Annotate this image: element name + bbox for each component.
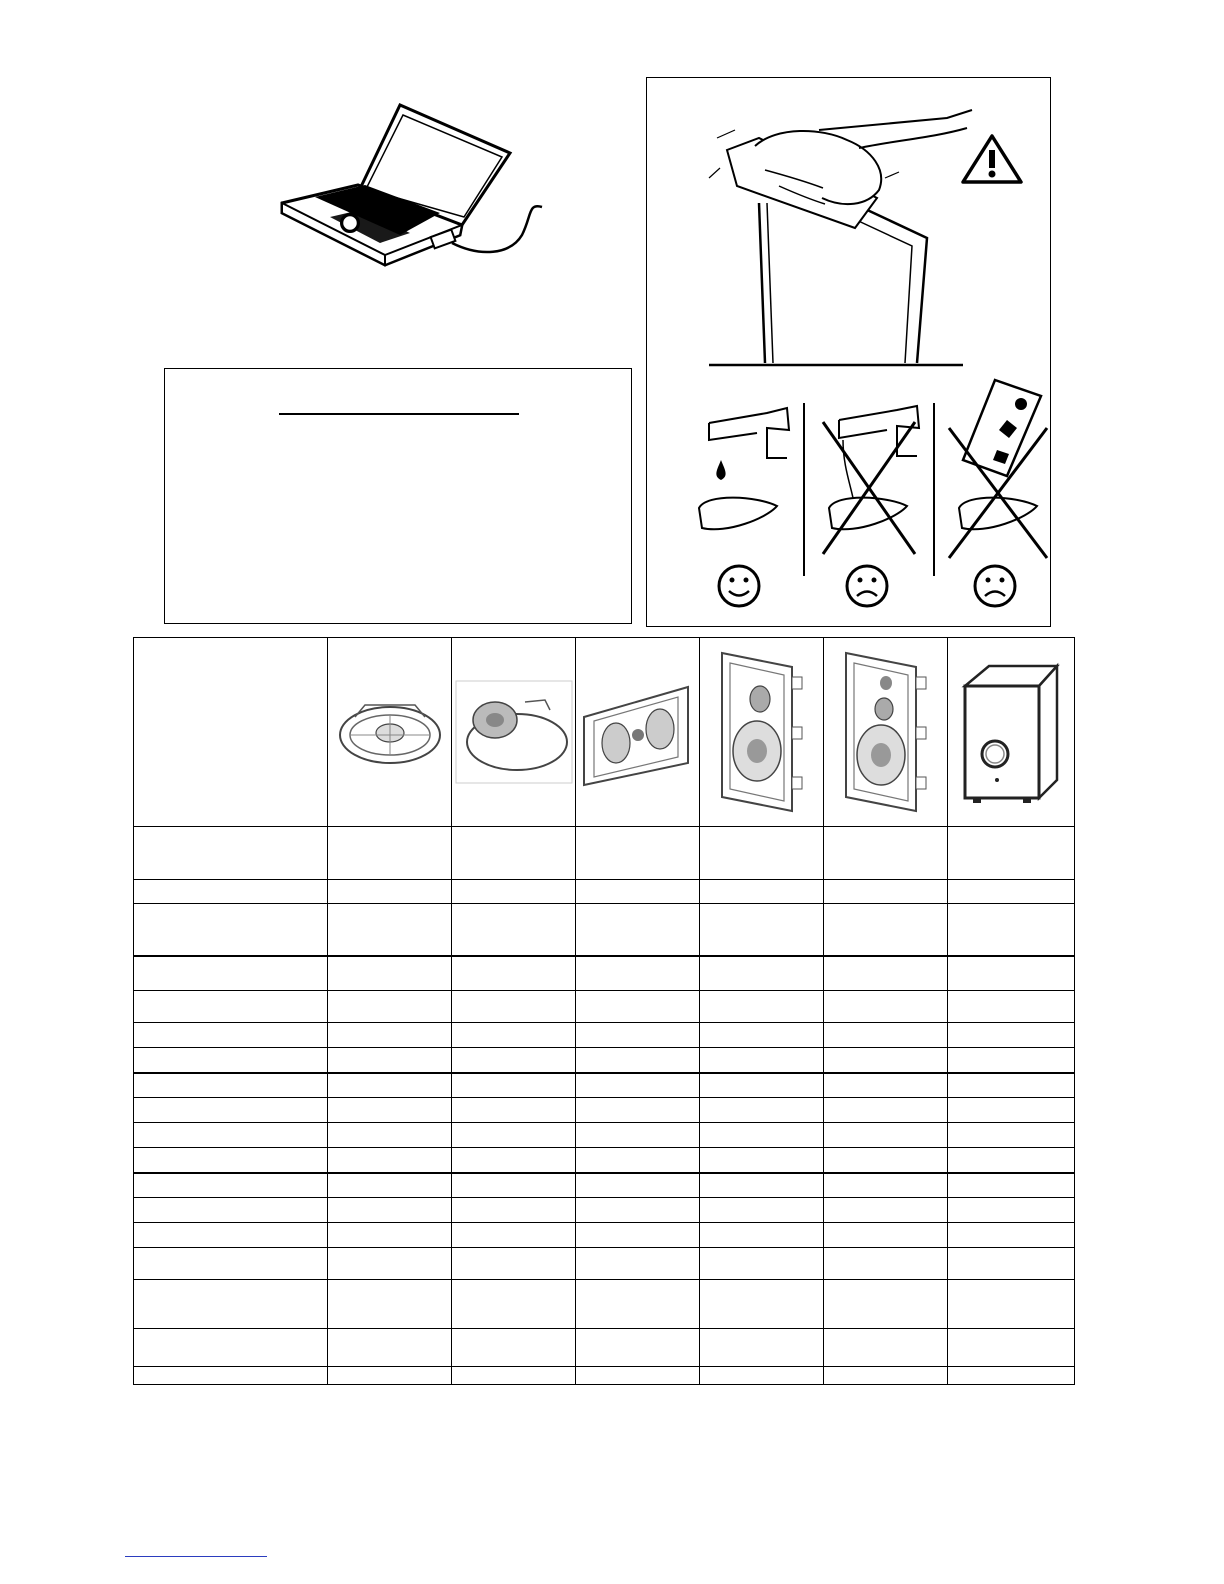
row-label-cell [134,1198,328,1223]
value-cell [576,880,700,904]
table-row [134,1248,1075,1280]
frame-wiping-illustration [709,110,972,365]
value-cell [576,904,700,956]
value-cell [452,991,576,1023]
in-wall-center-speaker-icon [580,677,696,787]
value-cell [452,827,576,880]
table-row [134,1048,1075,1073]
row-label-cell [134,904,328,956]
row-label-cell [134,991,328,1023]
value-cell [328,1329,452,1367]
value-cell [576,1098,700,1123]
value-cell [824,1223,948,1248]
table-row [134,1098,1075,1123]
value-cell [824,991,948,1023]
value-cell [452,1148,576,1173]
value-cell [700,1367,824,1385]
value-cell [328,1098,452,1123]
table-row [134,1280,1075,1329]
value-cell [328,1073,452,1098]
value-cell [328,1123,452,1148]
table-row [134,827,1075,880]
value-cell [576,1329,700,1367]
value-cell [328,1198,452,1223]
footer-link[interactable] [125,1556,267,1557]
value-cell [700,880,824,904]
product-cell [948,638,1075,827]
subwoofer-cabinet-icon [959,660,1063,805]
value-cell [700,1123,824,1148]
value-cell [328,1023,452,1048]
row-label-cell [134,1329,328,1367]
value-cell [576,956,700,991]
value-cell [824,1123,948,1148]
table-row [134,1198,1075,1223]
value-cell [948,1148,1075,1173]
in-wall-speaker-with-tweeter-dome-icon [836,647,936,817]
value-cell [328,880,452,904]
table-row [134,956,1075,991]
value-cell [328,1223,452,1248]
value-cell [824,1173,948,1198]
product-cell [328,638,452,827]
value-cell [328,956,452,991]
value-cell [824,1329,948,1367]
row-label-cell [134,956,328,991]
product-image-row [134,638,1075,827]
option-chemical-cleaners [949,380,1047,558]
table-row [134,1123,1075,1148]
value-cell [452,880,576,904]
option-water-on-cloth [699,408,789,529]
value-cell [452,904,576,956]
value-cell [700,1329,824,1367]
value-cell [824,956,948,991]
value-cell [700,1223,824,1248]
value-cell [948,1123,1075,1148]
row-label-cell [134,1367,328,1385]
value-cell [824,1023,948,1048]
value-cell [948,827,1075,880]
value-cell [700,1248,824,1280]
row-label-cell [134,1073,328,1098]
value-cell [824,1048,948,1073]
value-cell [576,1123,700,1148]
value-cell [328,991,452,1023]
row-label-cell [134,1048,328,1073]
row-label-cell [134,1123,328,1148]
value-cell [824,827,948,880]
header-label-cell [134,638,328,827]
care-illustration [647,78,1052,628]
product-cell [700,638,824,827]
row-label-cell [134,880,328,904]
value-cell [824,880,948,904]
value-cell [700,956,824,991]
value-cell [948,1173,1075,1198]
notice-box [164,368,632,624]
value-cell [576,991,700,1023]
row-label-cell [134,1248,328,1280]
row-label-cell [134,1148,328,1173]
value-cell [824,1280,948,1329]
table-row [134,1148,1075,1173]
value-cell [824,1148,948,1173]
value-cell [948,956,1075,991]
table-row [134,880,1075,904]
table-row [134,1173,1075,1198]
smiley-sad-icon [847,566,887,606]
smiley-happy-icon [719,566,759,606]
value-cell [948,1048,1075,1073]
value-cell [452,1073,576,1098]
value-cell [948,1023,1075,1048]
value-cell [576,827,700,880]
table-row [134,1329,1075,1367]
value-cell [576,1048,700,1073]
value-cell [948,1198,1075,1223]
value-cell [948,1248,1075,1280]
value-cell [452,1223,576,1248]
value-cell [452,1123,576,1148]
row-label-cell [134,827,328,880]
value-cell [452,1248,576,1280]
value-cell [700,1073,824,1098]
value-cell [328,827,452,880]
in-wall-speaker-icon [712,647,812,817]
value-cell [948,1329,1075,1367]
value-cell [576,1248,700,1280]
value-cell [576,1223,700,1248]
value-cell [700,991,824,1023]
round-ceiling-speaker-icon [335,687,445,777]
value-cell [328,1248,452,1280]
value-cell [328,1048,452,1073]
value-cell [576,1198,700,1223]
table-row [134,1367,1075,1385]
value-cell [948,1073,1075,1098]
value-cell [700,1198,824,1223]
row-label-cell [134,1098,328,1123]
value-cell [328,1148,452,1173]
value-cell [328,1280,452,1329]
value-cell [700,827,824,880]
value-cell [576,1073,700,1098]
value-cell [700,904,824,956]
value-cell [948,1367,1075,1385]
care-instructions-panel [646,77,1051,627]
value-cell [824,1367,948,1385]
value-cell [824,1248,948,1280]
row-label-cell [134,1173,328,1198]
value-cell [452,1329,576,1367]
laptop-with-cable-icon [270,95,560,285]
value-cell [576,1148,700,1173]
product-cell [452,638,576,827]
value-cell [452,956,576,991]
value-cell [700,1148,824,1173]
value-cell [576,1280,700,1329]
value-cell [824,1073,948,1098]
value-cell [824,904,948,956]
value-cell [452,1098,576,1123]
value-cell [452,1280,576,1329]
value-cell [700,1098,824,1123]
option-running-tap [823,406,919,554]
value-cell [452,1367,576,1385]
value-cell [700,1023,824,1048]
value-cell [452,1048,576,1073]
smiley-sad-icon [975,566,1015,606]
value-cell [576,1367,700,1385]
value-cell [452,1173,576,1198]
row-label-cell [134,1223,328,1248]
product-cell [824,638,948,827]
table-row [134,904,1075,956]
value-cell [328,904,452,956]
value-cell [328,1173,452,1198]
warning-triangle-icon [963,136,1021,182]
value-cell [948,1280,1075,1329]
table-row [134,1073,1075,1098]
value-cell [824,1098,948,1123]
value-cell [452,1198,576,1223]
value-cell [576,1173,700,1198]
notice-title-underline [279,413,519,415]
value-cell [948,991,1075,1023]
table-row [134,1023,1075,1048]
angled-ceiling-speaker-icon [455,680,573,784]
value-cell [948,1098,1075,1123]
value-cell [328,1367,452,1385]
value-cell [700,1173,824,1198]
value-cell [700,1280,824,1329]
value-cell [948,904,1075,956]
value-cell [452,1023,576,1048]
value-cell [948,1223,1075,1248]
value-cell [700,1048,824,1073]
product-cell [576,638,700,827]
row-label-cell [134,1280,328,1329]
spec-table [133,637,1075,1385]
table-row [134,1223,1075,1248]
value-cell [576,1023,700,1048]
value-cell [824,1198,948,1223]
table-row [134,991,1075,1023]
value-cell [948,880,1075,904]
row-label-cell [134,1023,328,1048]
